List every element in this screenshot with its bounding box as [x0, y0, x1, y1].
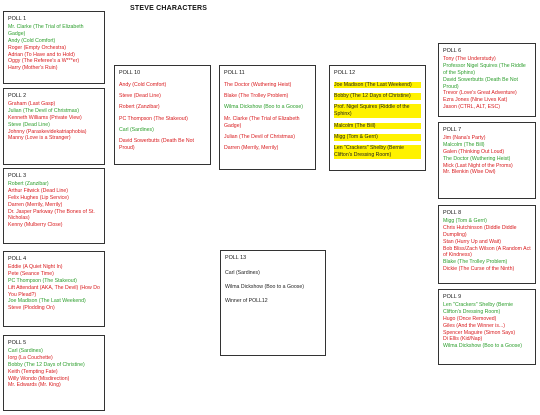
poll-entry: [443, 336, 531, 343]
poll-entries: [8, 101, 100, 142]
poll-entry-text: Prof. Nigel Squires (Riddle of the Sphinx): [334, 104, 421, 118]
poll-6-box: [438, 43, 536, 117]
poll-entry: [119, 116, 206, 123]
poll-title: POLL 9: [443, 294, 462, 300]
poll-entry-text: Galen (Thinking Out Loud): [443, 148, 505, 155]
poll-entry: [8, 188, 100, 195]
poll-entry-text: PC Thompson (The Stakeout): [119, 115, 188, 122]
poll-entry-text: Adrian (To Have and to Hold): [8, 51, 75, 58]
poll-entries: [443, 218, 531, 273]
poll-entry-text: Manny (Love is a Stranger): [8, 135, 71, 142]
poll-entry-text: Mick (Last Night of the Proms): [443, 162, 513, 169]
poll-entry-text: Jason (CTRL, ALT, ESC): [443, 104, 500, 111]
poll-entry-text: Dickie (The Curse of the Ninth): [443, 266, 515, 273]
poll-entry-text: The Doctor (Wuthering Heist): [443, 155, 511, 162]
poll-entries: [225, 270, 321, 306]
poll-entry-text: Johnny (Paraskevidekatriaphobia): [8, 128, 87, 135]
poll-entry: [8, 264, 100, 271]
poll-entry-text: Mr. Clarke (The Trial of Elizabeth Gadge): [8, 24, 84, 37]
poll-entry: [443, 218, 531, 225]
poll-title: POLL 7: [443, 127, 462, 133]
poll-title: POLL 4: [8, 256, 27, 262]
poll-entry: [8, 38, 100, 45]
poll-entry: [443, 63, 531, 77]
poll-entry-text: Steve (Dead Line): [8, 121, 50, 128]
poll-entry: [443, 142, 531, 149]
poll-entry: [225, 298, 321, 305]
poll-entry: [8, 209, 100, 223]
poll-entry-text: Willy Wondo (Misdirection): [8, 375, 70, 382]
poll-entries: [8, 24, 100, 72]
poll-entry-text: Lift Attendant (AKA, The Devil) (How Do You Plead?): [8, 284, 100, 298]
poll-entry: [8, 376, 100, 383]
poll-entry-text: Bob Bliss/Zach Wilson (A Random Act of Kindness): [443, 245, 531, 259]
poll-entry: [224, 104, 311, 111]
poll-entry: [443, 77, 531, 91]
poll-entry-text: PC Thompson (The Stakeout): [8, 277, 77, 284]
poll-entry: [443, 302, 531, 316]
poll-entry: [443, 97, 531, 104]
poll-entry-text: Tony (The Understudy): [443, 56, 496, 63]
poll-entry: [8, 135, 100, 142]
poll-10-box: [114, 65, 211, 165]
poll-entry-text: Andy (Cold Comfort): [119, 81, 167, 88]
poll-entry: [334, 134, 421, 141]
poll-title: POLL 1: [8, 16, 27, 22]
poll-entry-text: Wilma Dickshow (Boo to a Goose): [443, 343, 522, 350]
poll-entry-text: Steve (Dead Line): [119, 92, 161, 99]
poll-entry-text: Robert (Zanzibar): [8, 181, 49, 188]
poll-entry-text: Carl (Sardines): [225, 269, 260, 276]
poll-entry-text: Chris Hutchinson (Diddle Diddle Dumpling): [443, 224, 517, 238]
poll-13-box: [220, 250, 326, 356]
poll-entry-text: Joe Madison (The Last Weekend): [8, 298, 86, 305]
poll-entry-text: Julian (The Devil of Christmas): [224, 133, 295, 140]
poll-entry: [334, 104, 421, 118]
poll-entry-text: Wilma Dickshow (Boo to a Goose): [225, 283, 304, 290]
poll-entry: [224, 116, 311, 130]
poll-title: POLL 10: [119, 70, 141, 76]
poll-entry: [225, 284, 321, 291]
poll-entry-text: The Doctor (Wuthering Heist): [224, 81, 292, 88]
poll-entry: [443, 259, 531, 266]
poll-entry: [443, 246, 531, 260]
poll-entry: [8, 58, 100, 65]
poll-entry: [443, 135, 531, 142]
poll-entry: [334, 123, 421, 130]
poll-entry-text: Blake (The Trolley Problem): [224, 92, 289, 99]
poll-entry: [443, 156, 531, 163]
poll-title: POLL 2: [8, 93, 27, 99]
poll-entry-text: Migg (Tom & Gerri): [443, 218, 487, 225]
poll-3-box: [3, 168, 105, 244]
poll-1-box: [3, 11, 105, 84]
poll-entry-text: Dr. Jasper Parkway (The Bones of St. Nicholas): [8, 208, 95, 222]
poll-entry: [225, 270, 321, 277]
poll-entry: [8, 195, 100, 202]
poll-entry: [8, 101, 100, 108]
poll-title: POLL 6: [443, 48, 462, 54]
poll-entry-text: Bobby (The 12 Days of Christine): [334, 93, 421, 100]
poll-entry-text: Kenneth Williams (Private View): [8, 114, 82, 121]
poll-entry-text: Harry (Mother's Ruin): [8, 65, 58, 72]
poll-7-box: [438, 122, 536, 199]
poll-entry: [8, 305, 100, 312]
poll-entry: [8, 285, 100, 299]
poll-2-box: [3, 88, 105, 165]
poll-9-box: [438, 289, 536, 365]
poll-entry-text: Keith (Tempting Fate): [8, 368, 58, 375]
poll-entry: [8, 108, 100, 115]
poll-entry: [8, 115, 100, 122]
poll-12-box: [329, 65, 426, 171]
poll-entry: [119, 104, 206, 111]
poll-entry: [8, 45, 100, 52]
poll-entry-text: Julian (The Devil of Christmas): [8, 107, 79, 114]
poll-entry-text: Spencer Maguire (Simon Says): [443, 329, 516, 336]
poll-entries: [224, 82, 311, 153]
poll-entry: [443, 323, 531, 330]
poll-entry-text: Carl (Sardines): [119, 127, 154, 134]
poll-entry: [334, 82, 421, 89]
poll-entry: [224, 145, 311, 152]
poll-entry-text: Blake (The Trolley Problem): [443, 259, 508, 266]
poll-entry-text: Wilma Dickshow (Boo to a Goose): [224, 104, 303, 111]
poll-entry: [8, 122, 100, 129]
poll-entries: [334, 82, 421, 159]
poll-entry: [224, 134, 311, 141]
poll-title: POLL 13: [225, 255, 247, 261]
poll-entries: [8, 348, 100, 389]
poll-entry: [443, 330, 531, 337]
poll-entry: [8, 298, 100, 305]
poll-entry: [8, 24, 100, 38]
page-title: STEVE CHARACTERS: [130, 5, 208, 12]
poll-entry: [8, 355, 100, 362]
poll-entry-text: Professor Nigel Squires (The Riddle of the Sphinx): [443, 62, 526, 76]
poll-entry: [443, 239, 531, 246]
poll-entry: [119, 82, 206, 89]
poll-entries: [443, 302, 531, 350]
poll-entry-text: Pete (Seance Time): [8, 270, 54, 277]
poll-entry-text: Roger (Empty Orchestra): [8, 44, 66, 51]
poll-entry-text: Jim (Nana's Party): [443, 135, 486, 142]
poll-entry-text: Winner of POLL12: [225, 298, 268, 305]
poll-entry: [443, 266, 531, 273]
poll-entries: [119, 82, 206, 153]
poll-entry: [443, 149, 531, 156]
poll-title: POLL 8: [443, 210, 462, 216]
poll-entry: [8, 369, 100, 376]
poll-entry-text: Stan (Hurry Up and Wait): [443, 238, 502, 245]
poll-entry-text: David Sowerbutts (Death Be Not Proud): [443, 76, 518, 90]
poll-entry-text: Carl (Sardines): [8, 348, 43, 355]
poll-entry: [119, 93, 206, 100]
poll-entry: [443, 169, 531, 176]
poll-5-box: [3, 335, 105, 411]
poll-entry-text: Andy (Cold Comfort): [8, 37, 56, 44]
poll-entry-text: Trevor (Love's Great Adventure): [443, 90, 517, 97]
poll-8-box: [438, 205, 536, 284]
poll-entry-text: Malcolm (The Bill): [334, 123, 421, 130]
poll-entry: [334, 93, 421, 100]
poll-title: POLL 12: [334, 70, 356, 76]
poll-entry: [8, 278, 100, 285]
poll-entry-text: Steve (Plodding On): [8, 305, 55, 312]
poll-entry-text: Iorg (La Couchette): [8, 354, 53, 361]
poll-entry: [224, 82, 311, 89]
poll-entry-text: Mr. Blenkin (Wise Owl): [443, 169, 496, 176]
poll-entry: [8, 222, 100, 229]
poll-entry: [119, 138, 206, 152]
poll-entry-text: Darren (Merrily, Merrily): [8, 201, 63, 208]
poll-entry-text: Joe Madison (The Last Weekend): [334, 82, 421, 89]
poll-entry: [8, 129, 100, 136]
poll-entry: [119, 127, 206, 134]
poll-entry: [224, 93, 311, 100]
poll-entry: [443, 104, 531, 111]
poll-title: POLL 5: [8, 340, 27, 346]
poll-entry-text: Graham (Last Gasp): [8, 101, 56, 108]
poll-entries: [8, 181, 100, 229]
poll-entry-text: Migg (Tom & Gerri): [334, 134, 421, 141]
poll-11-box: [219, 65, 316, 170]
poll-entry: [8, 271, 100, 278]
poll-entry-text: Mr. Edwards (Mr. King): [8, 382, 61, 389]
poll-entries: [443, 135, 531, 176]
poll-entry-text: Malcolm (The Bill): [443, 141, 485, 148]
poll-entry: [8, 202, 100, 209]
poll-entry-text: Giles (And the Winner is...): [443, 322, 505, 329]
poll-entry: [334, 145, 421, 159]
poll-entry: [8, 52, 100, 59]
poll-title: POLL 3: [8, 173, 27, 179]
poll-entry-text: Eddie (A Quiet Night In): [8, 264, 63, 271]
poll-entry-text: Darren (Merrily, Merrily): [224, 145, 279, 152]
poll-entry: [443, 163, 531, 170]
poll-entry: [8, 362, 100, 369]
poll-entry-text: Mr. Clarke (The Trial of Elizabeth Gadge): [224, 115, 300, 129]
poll-entry-text: Felix Hughes (Lip Service): [8, 194, 69, 201]
poll-entry: [8, 181, 100, 188]
poll-entry: [8, 382, 100, 389]
poll-entries: [443, 56, 531, 111]
poll-entry-text: Len "Crackers" Shelby (Bernie Clifton's Dressing Room): [334, 145, 421, 159]
poll-entries: [8, 264, 100, 312]
poll-entry-text: Bobby (The 12 Days of Christine): [8, 361, 85, 368]
poll-entry-text: Arthur Fitwick (Dead Line): [8, 187, 68, 194]
poll-entry-text: Di Ellis (Kid/Nap): [443, 336, 483, 343]
poll-entry-text: Oggy (The Referee's a W***er): [8, 58, 80, 65]
poll-entry: [443, 90, 531, 97]
poll-entry-text: Hugo (Once Removed): [443, 315, 497, 322]
poll-entry: [8, 348, 100, 355]
poll-title: POLL 11: [224, 70, 245, 76]
poll-entry: [443, 316, 531, 323]
poll-4-box: [3, 251, 105, 327]
poll-entry-text: Kenny (Mulberry Close): [8, 222, 63, 229]
poll-entry-text: Len "Crackers" Shelby (Bernie Clifton's Dressing Room): [443, 302, 513, 315]
poll-entry: [443, 225, 531, 239]
poll-entry-text: Robert (Zanzibar): [119, 104, 160, 111]
poll-entry: [8, 65, 100, 72]
poll-entry: [443, 56, 531, 63]
poll-entry-text: Ezra Jones (Nine Lives Kat): [443, 97, 508, 104]
poll-entry: [443, 343, 531, 350]
poll-entry-text: David Sowerbutts (Death Be Not Proud): [119, 138, 194, 152]
